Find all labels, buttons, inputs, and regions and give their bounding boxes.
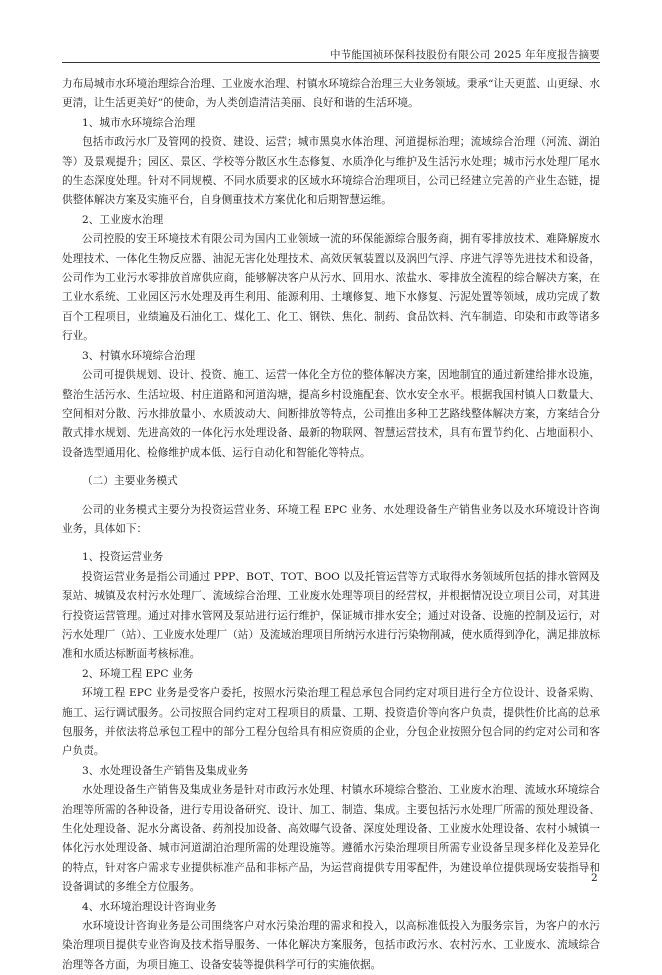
section-heading: 1、投资运营业务 (82, 551, 164, 564)
body-paragraph: 水处理设备生产销售及集成业务是针对市政污水处理、村镇水环境综合整治、工业废水治理、流域水环境综合治理等所需的各种设备，进行专用设备研究、设计、加工、制造、集成。主要包括污水处理厂所需的预处理设备、生化处理设备、泥水分离设备、药剂投加设备、高效曝气设备、深度处理设备、工业废水处理设备、农村小城镇一体化污水处理设备、城市河道湖泊治理所需的处理设施等。遵循水污染治理项目所需专业设备呈现多样化及差异化的特点，针对客户需求专业提供标准产品和非标产品，为运营商提供专用零配件，为建设单位提供现场安装指导和设备调试的多维全方位服务。 (62, 784, 600, 894)
intro-paragraph: 力布局城市水环境治理综合治理、工业废水治理、村镇水环境综合治理三大业务领域。秉承“让天更蓝、山更绿、水更清，让生活更美好”的使命，为人类创造清洁美丽、良好和谐的生活环境。 (62, 78, 600, 110)
body-paragraph: 水环境设计咨询业务是公司围绕客户对水污染治理的需求和投入，以高标准低投入为服务宗旨，为客户的水污染治理项目提供专业咨询及技术指导服务、一体化解决方案服务，包括市政污水、农村污水、工业废水、流域综合治理等各方面，为项目施工、设备安装等提供科学可行的实施依据。 (62, 920, 600, 971)
section-heading: 4、水环境治理设计咨询业务 (82, 900, 217, 913)
section-heading: 1、城市水环境综合治理 (82, 116, 196, 129)
body-paragraph: 公司可提供规划、设计、投资、施工、运营一体化全方位的整体解决方案，因地制宜的通过新建给排水设施，整治生活污水、生活垃圾、村庄道路和河道沟塘，提高乡村设施配套、饮水安全水平。根据我国村镇人口数量大、空间相对分散、污水排放量小、水质波动大、间断排放等特点，公司推出多种工艺路线整体解决方案，方案结合分散式排水规划、先进高效的一体化污水处理设备、最新的物联网、智慧运营技术，具有布置节约化、占地面积小、设备选型通用化、检修维护成本低、运行自动化和智能化等特点。 (62, 369, 600, 459)
page-number: 2 (591, 872, 598, 884)
report-header-title: 中节能国祯环保科技股份有限公司 2025 年年度报告摘要 (330, 49, 600, 61)
body-paragraph: 包括市政污水厂及管网的投资、建设、运营；城市黑臭水体治理、河道提标治理；流域综合治理（河流、湖泊等）及景观提升；园区、景区、学校等分散区水生态修复、水质净化与维护及生活污水处理；城市污水处理厂尾水的生态深度处理。针对不同规模、不同水质要求的区域水环境综合治理项目，公司已经建立完善的产业生态链，提供整体解决方案及实施平台，自身侧重技术方案优化和后期智慧运维。 (62, 136, 600, 207)
body-paragraph: 公司的业务模式主要分为投资运营业务、环境工程 EPC 业务、水处理设备生产销售业务以及水环境设计咨询业务，具体如下： (62, 503, 600, 535)
document-body (62, 75, 600, 975)
section-heading: 2、环境工程 EPC 业务 (82, 667, 194, 680)
section-heading: 3、村镇水环境综合治理 (82, 349, 196, 362)
section-heading: 3、水处理设备生产销售及集成业务 (82, 764, 249, 777)
header-divider (62, 62, 600, 63)
section-heading: 2、工业废水治理 (82, 213, 164, 226)
body-paragraph: 投资运营业务是指公司通过 PPP、BOT、TOT、BOO 以及托管运营等方式取得水务领域所包括的排水管网及泵站、城镇及农村污水处理厂、流域综合治理、工业废水处理等项目的经营权，并根据情况设立项目公司，对其进行投资运营管理。通过对排水管网及泵站进行运行维护，保证城市排水安全；通过对设备、设施的控制及运行，对污水处理厂（站）、工业废水处理厂（站）及流域治理项目所纳污水进行污染物削减，使水质得到净化，满足排放标准和水质达标断面考核标准。 (62, 570, 600, 661)
body-paragraph: 环境工程 EPC 业务是受客户委托，按照水污染治理工程总承包合同约定对项目进行全方位设计、设备采购、施工、运行调试服务。公司按照合同约定对工程项目的质量、工期、投资造价等向客户负责，提供性价比高的总承包服务，并依法将总承包工程中的部分工程分包给具有相应资质的企业，分包企业按照分包合同的约定对公司和客户负责。 (62, 687, 600, 758)
body-paragraph: 公司控股的安王环境技术有限公司为国内工业领域一流的环保能源综合服务商，拥有零排放技术、难降解废水处理技术、一体化生物反应器、油泥无害化处理技术、高效厌氧装置以及涡凹气浮、序进气浮等先进技术和设备，公司作为工业污水零排放首席供应商，能够解决客户从污水、回用水、浓盐水、零排放全流程的综合解决方案，在工业水系统、工业园区污水处理及再生利用、能源利用、土壤修复、地下水修复、污泥处置等领域，成功完成了数百个工程项目，业绩遍及石油化工、煤化工、化工、钢铁、焦化、制药、食品饮料、汽车制造、印染和市政等诸多行业。 (62, 233, 600, 343)
chapter-heading: （二）主要业务模式 (82, 475, 178, 488)
